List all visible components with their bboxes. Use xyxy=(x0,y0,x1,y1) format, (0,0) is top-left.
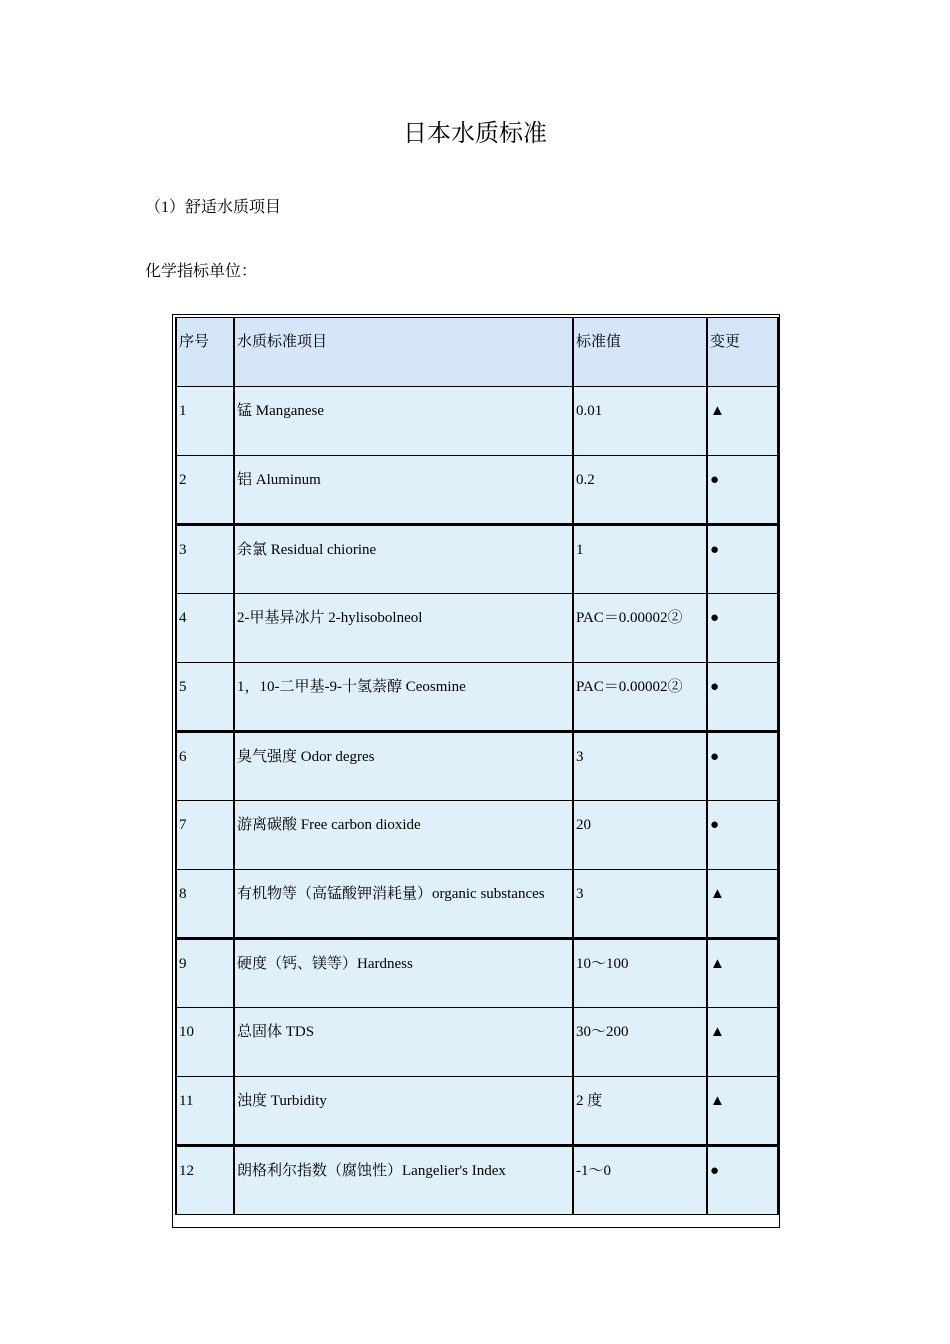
table-row xyxy=(176,870,778,939)
page-title: 日本水质标准 xyxy=(403,121,547,147)
table-row xyxy=(176,1008,778,1077)
row-value: 20 xyxy=(573,801,707,870)
change-marker-icon: ▲ xyxy=(707,939,778,1008)
row-index: 10 xyxy=(176,1008,234,1077)
change-marker-icon: ● xyxy=(707,456,778,525)
row-index: 5 xyxy=(176,663,234,732)
row-value: -1～0 xyxy=(573,1146,707,1215)
row-item: 铝 Aluminum xyxy=(234,456,573,525)
row-item: 余氯 Residual chiorine xyxy=(234,525,573,594)
row-item: 总固体 TDS xyxy=(234,1008,573,1077)
row-index: 1 xyxy=(176,387,234,456)
section-heading: （1）舒适水质项目 xyxy=(145,199,282,216)
table-header-row xyxy=(176,318,778,387)
table-row xyxy=(176,1146,778,1215)
change-marker-icon: ▲ xyxy=(707,1008,778,1077)
row-item: 锰 Manganese xyxy=(234,387,573,456)
row-value: 10～100 xyxy=(573,939,707,1008)
header-value: 标准值 xyxy=(573,318,707,387)
row-index: 6 xyxy=(176,732,234,801)
row-value: 30～200 xyxy=(573,1008,707,1077)
change-marker-icon: ● xyxy=(707,1146,778,1215)
row-item: 臭气强度 Odor degres xyxy=(234,732,573,801)
change-marker-icon: ● xyxy=(707,525,778,594)
row-value: 1 xyxy=(573,525,707,594)
change-marker-icon: ● xyxy=(707,732,778,801)
change-marker-icon: ▲ xyxy=(707,387,778,456)
row-item: 游离碳酸 Free carbon dioxide xyxy=(234,801,573,870)
row-value: 3 xyxy=(573,732,707,801)
table-row xyxy=(176,663,778,732)
row-index: 7 xyxy=(176,801,234,870)
table-row xyxy=(176,801,778,870)
row-item: 有机物等（高锰酸钾消耗量）organic substances xyxy=(234,870,573,939)
row-index: 9 xyxy=(176,939,234,1008)
row-index: 3 xyxy=(176,525,234,594)
change-marker-icon: ● xyxy=(707,801,778,870)
table-row xyxy=(176,732,778,801)
header-index: 序号 xyxy=(176,318,234,387)
row-value: 3 xyxy=(573,870,707,939)
change-marker-icon: ▲ xyxy=(707,1077,778,1146)
row-value: PAC＝0.00002② xyxy=(573,663,707,732)
row-index: 4 xyxy=(176,594,234,663)
change-marker-icon: ▲ xyxy=(707,870,778,939)
row-value: PAC＝0.00002② xyxy=(573,594,707,663)
water-standard-table-frame xyxy=(172,314,780,1228)
row-index: 8 xyxy=(176,870,234,939)
row-item: 硬度（钙、镁等）Hardness xyxy=(234,939,573,1008)
row-index: 11 xyxy=(176,1077,234,1146)
table-row xyxy=(176,594,778,663)
header-change: 变更 xyxy=(707,318,778,387)
table-row xyxy=(176,1077,778,1146)
change-marker-icon: ● xyxy=(707,663,778,732)
row-value: 0.2 xyxy=(573,456,707,525)
table-row xyxy=(176,387,778,456)
table-row xyxy=(176,525,778,594)
table-row xyxy=(176,939,778,1008)
row-item: 浊度 Turbidity xyxy=(234,1077,573,1146)
row-item: 2-甲基异冰片 2-hylisobolneol xyxy=(234,594,573,663)
row-index: 2 xyxy=(176,456,234,525)
row-value: 2 度 xyxy=(573,1077,707,1146)
row-item: 1，10-二甲基-9-十氢萘醇 Ceosmine xyxy=(234,663,573,732)
unit-label: 化学指标单位： xyxy=(145,263,258,280)
row-value: 0.01 xyxy=(573,387,707,456)
change-marker-icon: ● xyxy=(707,594,778,663)
header-item: 水质标准项目 xyxy=(234,318,573,387)
table-row xyxy=(176,456,778,525)
row-index: 12 xyxy=(176,1146,234,1215)
water-standard-table xyxy=(175,317,779,1215)
row-item: 朗格利尔指数（腐蚀性）Langelier's Index xyxy=(234,1146,573,1215)
